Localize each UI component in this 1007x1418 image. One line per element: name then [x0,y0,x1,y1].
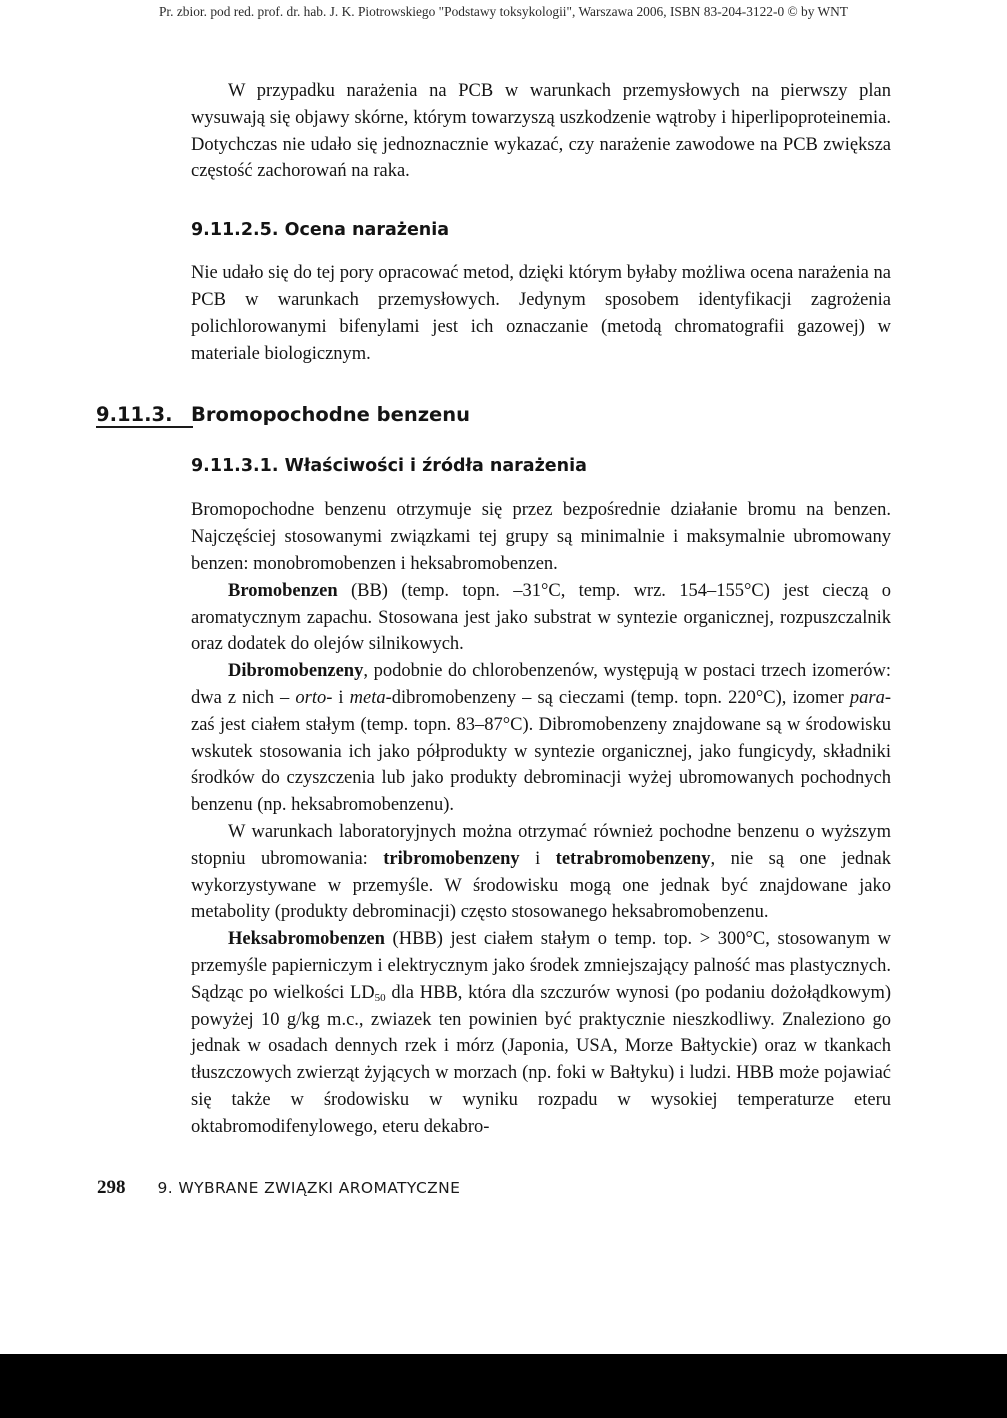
subsection-heading-ocena-narazenia: 9.11.2.5. Ocena narażenia [191,220,450,241]
dibromobenzeny-paragraph [191,658,891,819]
wyzsze-bromopochodne-paragraph [191,819,891,926]
term-para: para- [849,687,891,708]
heksabromobenzen-paragraph [191,926,891,1140]
subsection-heading-wlasciwosci: 9.11.3.1. Właściwości i źródła narażenia [191,456,587,477]
term-orto: orto- [295,687,333,708]
heksabromobenzen-text-a: (HBB) jest ciałem stałym o temp. top. > 300°C, stosowanym w przemyśle papierniczym i elektrycznym jako środek zmniejszający palność mas plastycznych. Sądząc po wielkości LD [191,929,891,1003]
section-title: Bromopochodne benzenu [191,403,471,427]
ld50-subscript: 50 [374,991,386,1004]
term-tribromobenzeny: tribromobenzeny [383,848,520,869]
dibromobenzeny-text-d: zaś jest ciałem stałym (temp. topn. 83–87°C). Dibromobenzeny znajdowane są w środowisku wskutek stosowania ich jako półprodukty w syntezie organicznej, jako fungicydy, składniki środków do czyszczenia lub jako produkty debrominacji wyżej ubromowanych pochodnych benzenu (np. heksabromobenzenu). [191,714,891,816]
section-heading-bromopochodne [96,403,891,427]
page-number: 298 [97,1177,126,1198]
term-bromobenzen: Bromobenzen [228,580,338,601]
term-heksabromobenzen: Heksabromobenzen [228,929,385,950]
ocena-narazenia-paragraph: Nie udało się do tej pory opracować metod, dzięki którym byłaby możliwa ocena narażenia na PCB w warunkach przemysłowych. Jedynym sposobem identyfikacji zagrożenia polichlorowanymi bifenylami jest ich oznaczanie (metodą chromatografii gazowej) w materiale biologicznym. [191,263,891,364]
term-tetrabromobenzeny: tetrabromobenzeny [555,848,711,869]
bromobenzen-paragraph [191,578,891,658]
dibromobenzeny-text-b: i [332,687,350,708]
wyzsze-text-c: , nie są one jednak wykorzystywane w przemyśle. W środowisku mogą one jednak być znajdowane jako metabolity (produkty debrominacji) często stosowanego heksabromobenzenu. [191,848,891,923]
term-meta: meta [349,687,386,708]
chapter-running-title: 9. WYBRANE ZWIĄZKI AROMATYCZNE [157,1179,461,1197]
bromopochodne-intro-paragraph: Bromopochodne benzenu otrzymuje się przez bezpośrednie działanie bromu na benzen. Najczęściej stosowanymi związkami tej grupy są minimalnie i maksymalnie ubromowany benzen: monobromobenzen i heksabromobenzen. [191,500,891,574]
citation-header: Pr. zbior. pod red. prof. dr. hab. J. K. Piotrowskiego "Podstawy toksykologii", Warszawa 2006, ISBN 83-204-3122-0 © by WNT [158,4,848,19]
term-dibromobenzeny: Dibromobenzeny [228,661,364,682]
page-content [96,78,891,1141]
page-footer [97,1177,907,1199]
intro-paragraph: W przypadku narażenia na PCB w warunkach przemysłowych na pierwszy plan wysuwają się objawy skórne, którym towarzyszą uszkodzenie wątroby i hiperlipoproteinemia. Dotychczas nie udało się jednoznacznie wykazać, czy narażenie zawodowe na PCB zwiększa częstość zachorowań na raka. [191,81,891,182]
bromobenzen-text: (BB) (temp. topn. –31°C, temp. wrz. 154–155°C) jest cieczą o aromatycznym zapachu. Stosowana jest jako substrat w syntezie organicznej, rozpuszczalnik oraz dodatek do olejów silnikowych. [191,580,891,655]
wyzsze-text-b: i [519,848,556,869]
section-number: 9.11.3. [96,403,193,428]
dibromobenzeny-text-c: -dibromobenzeny – są cieczami (temp. topn. 220°C), izomer [385,687,850,708]
dibromobenzeny-text-a: , podobnie do chlorobenzenów, występują w postaci trzech izomerów: dwa z nich – [191,661,891,708]
heksabromobenzen-text-b: dla HBB, która dla szczurów wynosi (po podaniu dożołądkowym) powyżej 10 g/kg m.c., zwiazek ten powinien być praktycznie nieszkodliwy. Znaleziono go jednak w osadach dennych rzek i mórz (Japonia, USA, Morze Bałtyckie) oraz w tkankach tłuszczowych zwierząt żyjących w morzach (np. foki w Bałtyku) i ludzi. HBB może pojawiać się także w środowisku w wyniku rozpadu w wysokiej temperaturze eteru oktabromodifenylowego, eteru dekabro- [191,982,891,1137]
wyzsze-text-a: W warunkach laboratoryjnych można otrzymać również pochodne benzenu o wyższym stopniu ubromowania: [191,821,891,869]
